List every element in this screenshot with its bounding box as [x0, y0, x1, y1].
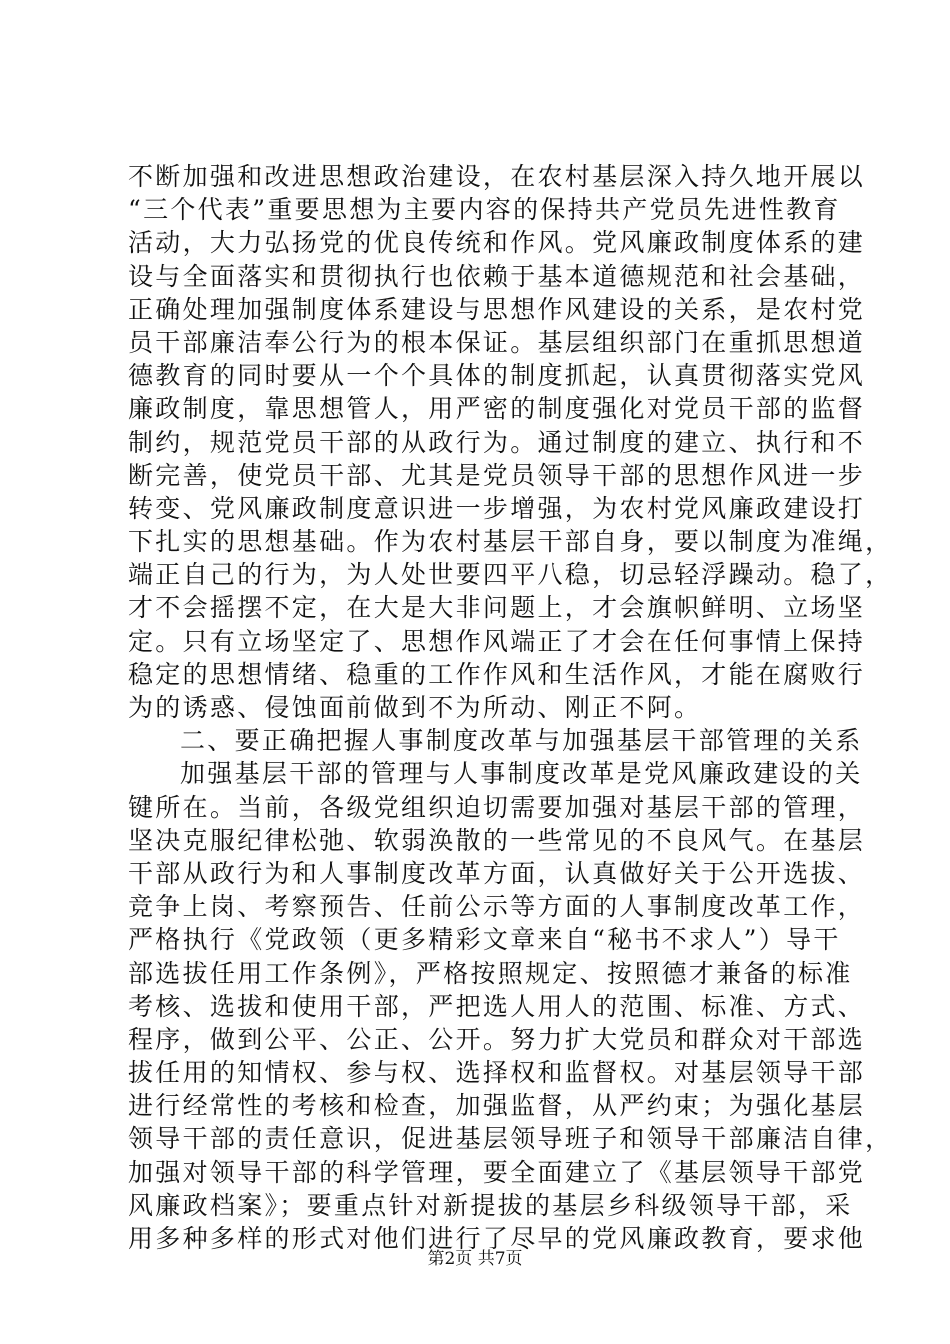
text-line: 用多种多样的形式对他们进行了尽早的党风廉政教育，要求他: [128, 1224, 866, 1253]
text-line: 正确处理加强制度体系建设与思想作风建设的关系，是农村党: [128, 294, 866, 324]
text-line: “三个代表”重要思想为主要内容的保持共产党员先进性教育: [128, 195, 841, 225]
text-line: 制约，规范党员干部的从政行为。通过制度的建立、执行和不: [128, 427, 866, 457]
text-line: 严格执行《党政领（更多精彩文章来自“秘书不求人”）导干: [128, 925, 841, 955]
text-line: 端正自己的行为，为人处世要四平八稳，切忌轻浮躁动。稳了，: [128, 560, 893, 590]
text-line: 坚决克服纪律松弛、软弱涣散的一些常见的不良风气。在基层: [128, 825, 866, 855]
text-line: 断完善，使党员干部、尤其是党员领导干部的思想作风进一步: [128, 460, 866, 490]
text-line: 转变、党风廉政制度意识进一步增强，为农村党风廉政建设打: [128, 493, 866, 523]
text-line: 进行经常性的考核和检查，加强监督，从严约束；为强化基层: [128, 1091, 866, 1121]
paragraph-start-line: 加强基层干部的管理与人事制度改革是党风廉政建设的关: [180, 759, 863, 789]
text-line: 不断加强和改进思想政治建设，在农村基层深入持久地开展以: [128, 162, 866, 191]
text-line: 廉政制度，靠思想管人，用严密的制度强化对党员干部的监督: [128, 394, 866, 424]
text-line: 稳定的思想情绪、稳重的工作作风和生活作风，才能在腐败行: [128, 659, 866, 689]
text-line: 员干部廉洁奉公行为的根本保证。基层组织部门在重抓思想道: [128, 327, 866, 357]
text-line: 键所在。当前，各级党组织迫切需要加强对基层干部的管理，: [128, 792, 866, 822]
text-line: 德教育的同时要从一个个具体的制度抓起，认真贯彻落实党风: [128, 361, 866, 391]
text-line: 竞争上岗、考察预告、任前公示等方面的人事制度改革工作，: [128, 892, 866, 922]
text-line: 为的诱惑、侵蚀面前做到不为所动、刚正不阿。: [128, 693, 702, 722]
text-line: 风廉政档案》；要重点针对新提拔的基层乡科级领导干部，采: [128, 1190, 853, 1220]
text-line: 设与全面落实和贯彻执行也依赖于基本道德规范和社会基础，: [128, 261, 866, 291]
text-line: 活动，大力弘扬党的优良传统和作风。党风廉政制度体系的建: [128, 228, 866, 258]
page-footer: 第2页 共7页: [427, 1249, 523, 1269]
text-line: 考核、选拔和使用干部，严把选人用人的范围、标准、方式、: [128, 991, 866, 1021]
text-line: 定。只有立场坚定了、思想作风端正了才会在任何事情上保持: [128, 626, 866, 656]
body-text: [128, 160, 893, 1255]
text-line: 拔任用的知情权、参与权、选择权和监督权。对基层领导干部: [128, 1058, 866, 1088]
section-heading: 二、要正确把握人事制度改革与加强基层干部管理的关系: [180, 726, 863, 756]
text-line: 下扎实的思想基础。作为农村基层干部自身，要以制度为准绳，: [128, 527, 893, 557]
text-line: 加强对领导干部的科学管理，要全面建立了《基层领导干部党: [128, 1157, 866, 1187]
text-line: 领导干部的责任意识，促进基层领导班子和领导干部廉洁自律，: [128, 1124, 893, 1154]
text-line: 程序，做到公平、公正、公开。努力扩大党员和群众对干部选: [128, 1024, 866, 1054]
text-line: 部选拔任用工作条例》，严格按照规定、按照德才兼备的标准: [128, 958, 853, 988]
text-line: 才不会摇摆不定，在大是大非问题上，才会旗帜鲜明、立场坚: [128, 593, 866, 623]
text-line: 干部从政行为和人事制度改革方面，认真做好关于公开选拔、: [128, 858, 866, 888]
